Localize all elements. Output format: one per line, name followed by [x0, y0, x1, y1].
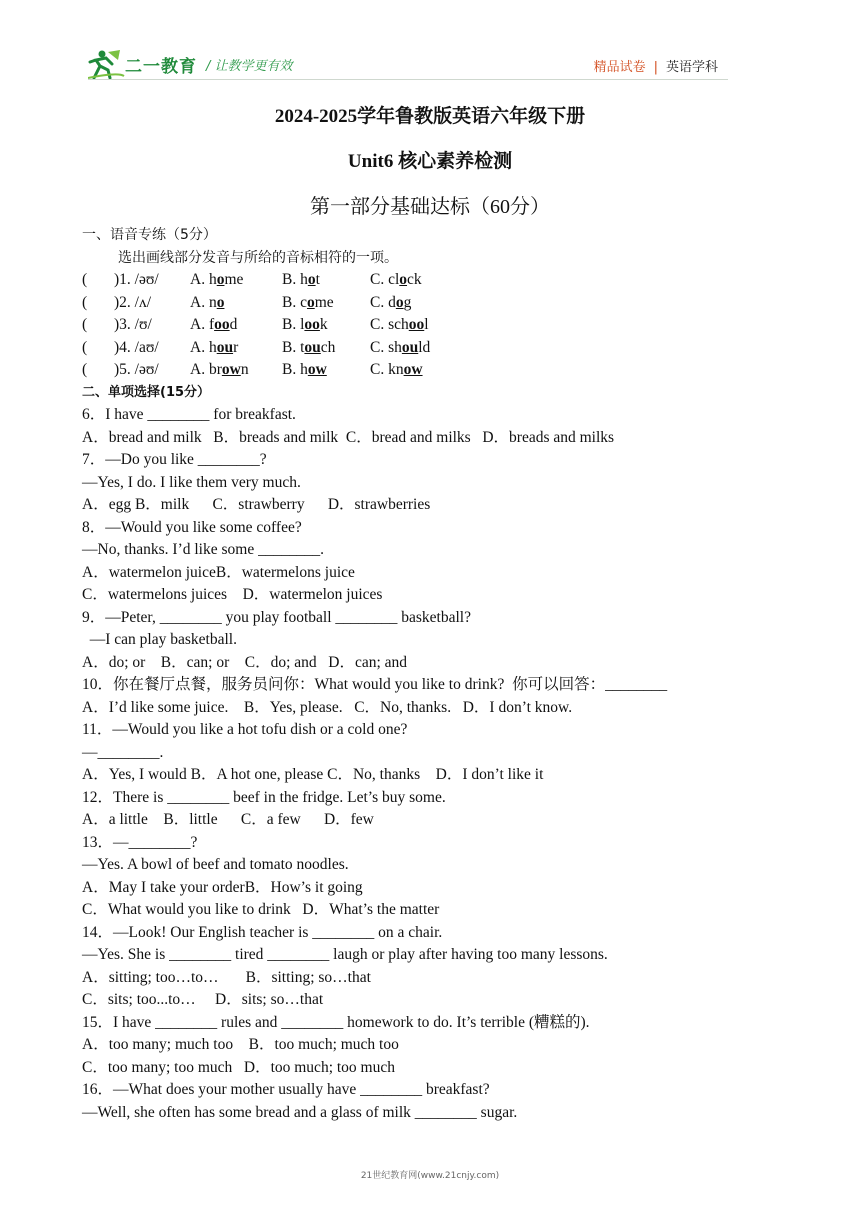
phonics-option-b [282, 269, 370, 292]
phonics-item [82, 269, 782, 292]
option-text: ld [418, 338, 431, 356]
section2-heading: 二、单项选择(15分） [82, 384, 211, 400]
phonics-option-c [370, 359, 462, 382]
phonics-option-a [190, 292, 282, 315]
mcq-list [82, 404, 782, 1124]
underlined-letters: ow [307, 361, 327, 378]
header-divider [88, 79, 728, 80]
question-line: A．I’d like some juice. B．Yes, please. C．No, thanks. D．I don’t know. [82, 698, 573, 716]
header-separator: | [653, 60, 658, 75]
section1-heading: 一、语音专练（5分） [82, 227, 217, 243]
option-text: B. t [282, 338, 305, 356]
option-text: t [315, 271, 320, 288]
option-text: n [240, 361, 249, 378]
question-line: —Yes, I do. I like them very much. [82, 473, 301, 491]
question-line: C．watermelons juices D．watermelon juices [82, 586, 383, 603]
option-text: B. l [282, 316, 305, 333]
option-text: l [424, 316, 429, 333]
phonics-number: )1. /əʊ/ [114, 271, 159, 288]
logo-text: 二一教育 [125, 57, 197, 77]
option-text: me [314, 293, 334, 311]
phonics-item [82, 337, 782, 360]
question-line: C．sits; too...to… D．sits; so…that [82, 991, 324, 1008]
underlined-letters: o [399, 271, 408, 288]
question-line: 16．—What does your mother usually have ________ breakfast? [82, 1081, 490, 1098]
option-text: ck [407, 271, 422, 288]
exam-content [82, 224, 782, 1124]
underlined-letters: o [395, 293, 404, 311]
phonics-option-a [190, 269, 282, 292]
phonics-option-a [190, 359, 282, 382]
phonics-option-b [282, 314, 370, 337]
phonics-option-c [370, 337, 462, 360]
question-line: —Yes. A bowl of beef and tomato noodles. [82, 856, 349, 873]
phonics-number: )3. /ʊ/ [114, 316, 152, 333]
phonics-item [82, 314, 782, 337]
option-text: C. d [370, 293, 396, 311]
option-text: C. sh [370, 338, 402, 356]
slogan: / 让教学更有效 [206, 59, 293, 74]
underlined-letters: ow [403, 361, 423, 378]
page-title: 2024-2025学年鲁教版英语六年级下册 [274, 106, 586, 127]
part-title: 第一部分基础达标（60分） [310, 196, 550, 218]
question-line: A．Yes, I would B．A hot one, please C．No, thanks D．I don’t like it [82, 766, 544, 783]
phonics-option-b [282, 359, 370, 382]
page-header [0, 0, 860, 90]
option-text: A. h [190, 271, 217, 288]
header-right [594, 56, 718, 75]
question-line: 11．—Would you like a hot tofu dish or a cold one? [82, 721, 408, 738]
header-tag-quality: 精品试卷 [593, 60, 646, 75]
underlined-letters: o [307, 271, 316, 288]
question-line: 15．I have ________ rules and ________ homework to do. It’s terrible (糟糕的). [82, 1013, 590, 1031]
question-line: 9．—Peter, ________ you play football ________ basketball? [82, 608, 471, 626]
question-line: A．egg B．milk C．strawberry D．strawberries [82, 496, 431, 513]
phonics-number: )4. /aʊ/ [114, 338, 159, 356]
answer-paren: ( [82, 338, 88, 356]
question-line: 12．There is ________ beef in the fridge. Let’s buy some. [82, 788, 446, 806]
phonics-item [82, 359, 782, 382]
question-line: 6．I have ________ for breakfast. [82, 406, 296, 423]
underlined-letters: o [216, 293, 225, 311]
answer-paren: ( [82, 293, 88, 311]
option-text: C. sch [370, 316, 409, 333]
question-line: A．too many; much too B．too much; much too [82, 1036, 399, 1053]
question-line: A．sitting; too…to… B．sitting; so…that [82, 968, 371, 986]
question-line: 8．—Would you like some coffee? [82, 518, 302, 536]
underlined-letters: ou [304, 338, 321, 356]
option-text: A. h [190, 338, 217, 356]
question-line: —No, thanks. I’d like some ________. [82, 541, 324, 558]
page-footer: 21世纪教育网(www.21cnjy.com) [360, 1171, 500, 1181]
question-line: 10．你在餐厅点餐，服务员问你：What would you like to drink? 你可以回答：________ [82, 676, 668, 693]
question-line: 7．—Do you like ________? [82, 451, 267, 468]
underlined-letters: ou [216, 338, 234, 356]
option-text: A. n [190, 293, 217, 311]
question-line: 14．—Look! Our English teacher is ________ on a chair. [82, 923, 443, 941]
question-line: A．May I take your orderB．How’s it going [82, 878, 363, 896]
phonics-option-b [282, 292, 370, 315]
option-text: A. br [190, 361, 222, 378]
option-text: ch [320, 338, 336, 356]
option-text: A. f [190, 316, 215, 333]
phonics-item [82, 292, 782, 315]
question-line: —I can play basketball. [82, 631, 237, 648]
option-text: C. kn [370, 361, 404, 378]
phonics-list [82, 269, 782, 382]
option-text: B. c [282, 293, 307, 311]
underlined-letters: oo [214, 316, 230, 333]
underlined-letters: oo [304, 316, 320, 333]
underlined-letters: ow [221, 361, 241, 378]
option-text: B. h [282, 361, 308, 378]
underlined-letters: o [216, 271, 225, 288]
answer-paren: ( [82, 316, 88, 333]
answer-paren: ( [82, 271, 88, 288]
underlined-letters: oo [408, 316, 425, 333]
option-text: k [319, 316, 328, 333]
option-text: g [403, 293, 412, 311]
answer-paren: ( [82, 361, 88, 378]
phonics-option-a [190, 337, 282, 360]
question-line: C．too many; too much D．too much; too much [82, 1058, 395, 1076]
option-text: r [233, 338, 239, 356]
phonics-option-a [190, 314, 282, 337]
question-line: 13．—________? [82, 833, 198, 851]
question-line: C．What would you like to drink D．What’s the matter [82, 901, 440, 918]
option-text: C. cl [370, 271, 400, 288]
phonics-option-b [282, 337, 370, 360]
header-tag-subject: 英语学科 [665, 60, 718, 75]
question-line: A．do; or B．can; or C．do; and D．can; and [82, 653, 408, 671]
question-line: A．watermelon juiceB．watermelons juice [82, 563, 355, 581]
underlined-letters: ou [401, 338, 419, 356]
option-text: me [224, 271, 244, 288]
option-text: B. h [282, 271, 308, 288]
phonics-number: )2. /ʌ/ [114, 293, 152, 311]
question-line: —________. [82, 743, 164, 761]
question-line: —Well, she often has some bread and a glass of milk ________ sugar. [82, 1103, 518, 1121]
phonics-option-c [370, 292, 462, 315]
unit-title: Unit6 核心素养检测 [347, 151, 513, 172]
phonics-number: )5. /əʊ/ [114, 361, 159, 378]
question-line: A．bread and milk B．breads and milk C．bread and milks D．breads and milks [82, 428, 615, 446]
question-line: —Yes. She is ________ tired ________ laugh or play after having too many lessons. [82, 946, 608, 963]
phonics-option-c [370, 314, 462, 337]
question-line: A．a little B．little C．a few D．few [82, 811, 374, 828]
section1-instruction: 选出画线部分发音与所给的音标相符的一项。 [118, 249, 398, 266]
option-text: d [229, 316, 238, 333]
underlined-letters: o [306, 293, 315, 311]
phonics-option-c [370, 269, 462, 292]
